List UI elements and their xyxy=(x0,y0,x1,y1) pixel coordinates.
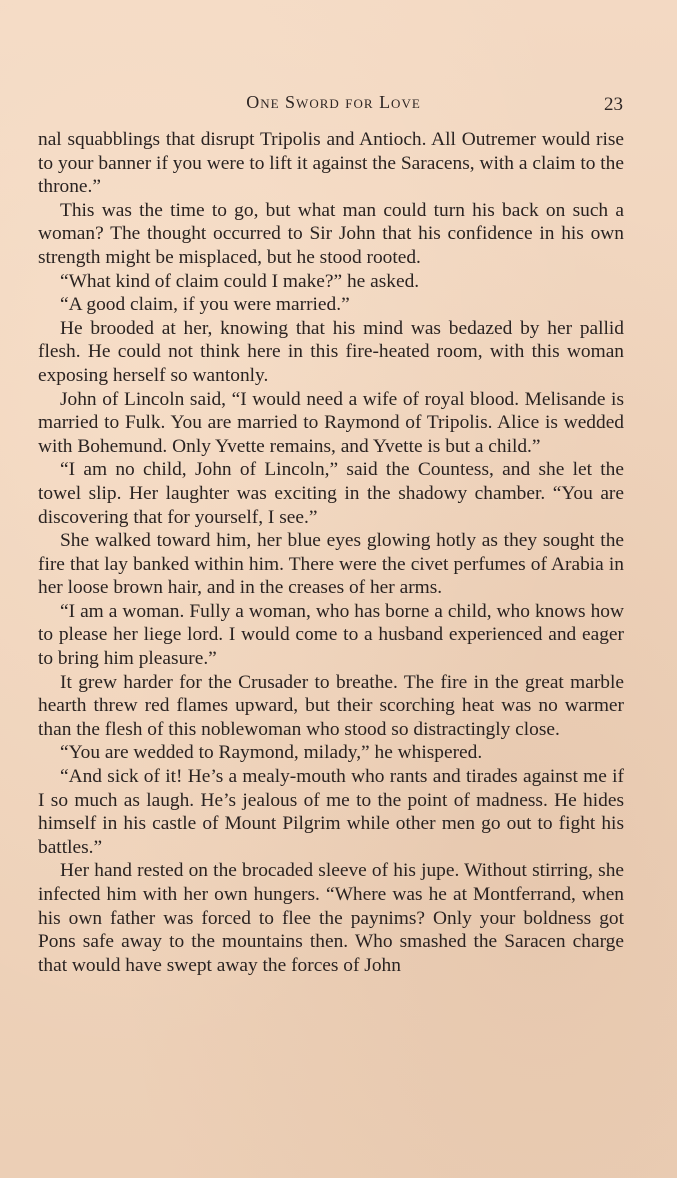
paragraph: “And sick of it! He’s a mealy-mouth who rants and tirades against me if I so much as laugh. He’s jealous of me to the point of madness. He hides himself in his castle of Mount Pilgrim while other men go out to fight his battles.” xyxy=(38,766,624,858)
paragraph: It grew harder for the Crusader to breathe. The fire in the great marble hearth threw red flames upward, but their scorching heat was no warmer than the flesh of this noblewoman who stood so distractingly close. xyxy=(38,671,624,740)
body-text xyxy=(38,128,624,977)
paragraph: “A good claim, if you were married.” xyxy=(60,294,350,316)
paragraph: “I am a woman. Fully a woman, who has borne a child, who knows how to please her liege lord. I would come to a husband experienced and eager to bring him pleasure.” xyxy=(38,600,624,670)
paragraph: This was the time to go, but what man could turn his back on such a woman? The thought occurred to Sir John that his confidence in his own strength might be misplaced, but he stood rooted. xyxy=(38,199,624,268)
paragraph: She walked toward him, her blue eyes glowing hotly as they sought the fire that lay banked within him. There were the civet perfumes of Arabia in her loose brown hair, and in the creases of her arms. xyxy=(38,530,624,599)
page-number: 23 xyxy=(604,94,623,115)
page-header xyxy=(44,92,623,118)
paragraph: nal squabblings that disrupt Tripolis and Antioch. All Outremer would rise to your banner if you were to lift it against the Saracens, with a claim to the throne.” xyxy=(38,129,624,198)
paragraph: He brooded at her, knowing that his mind was bedazed by her pallid flesh. He could not think here in this fire-heated room, with this woman exposing herself so wantonly. xyxy=(38,317,624,386)
paragraph: “What kind of claim could I make?” he asked. xyxy=(60,270,420,292)
running-title: One Sword for Love xyxy=(246,92,421,112)
paragraph: Her hand rested on the brocaded sleeve of his jupe. Without stirring, she infected him with her own hungers. “Where was he at Montferrand, when his own father was forced to flee the paynims? Only your boldness got Pons safe away to the mountains then. Who smashed the Saracen charge that would have swept away the forces of John xyxy=(38,860,624,976)
paragraph: “You are wedded to Raymond, milady,” he whispered. xyxy=(60,742,483,764)
paragraph: “I am no child, John of Lincoln,” said the Countess, and she let the towel slip. Her laughter was exciting in the shadowy chamber. “You are discovering that for yourself, I see.” xyxy=(38,459,624,528)
paragraph: John of Lincoln said, “I would need a wife of royal blood. Melisande is married to Fulk. You are married to Raymond of Tripolis. Alice is wedded with Bohemund. Only Yvette remains, and Yvette is but a child.” xyxy=(38,388,624,457)
